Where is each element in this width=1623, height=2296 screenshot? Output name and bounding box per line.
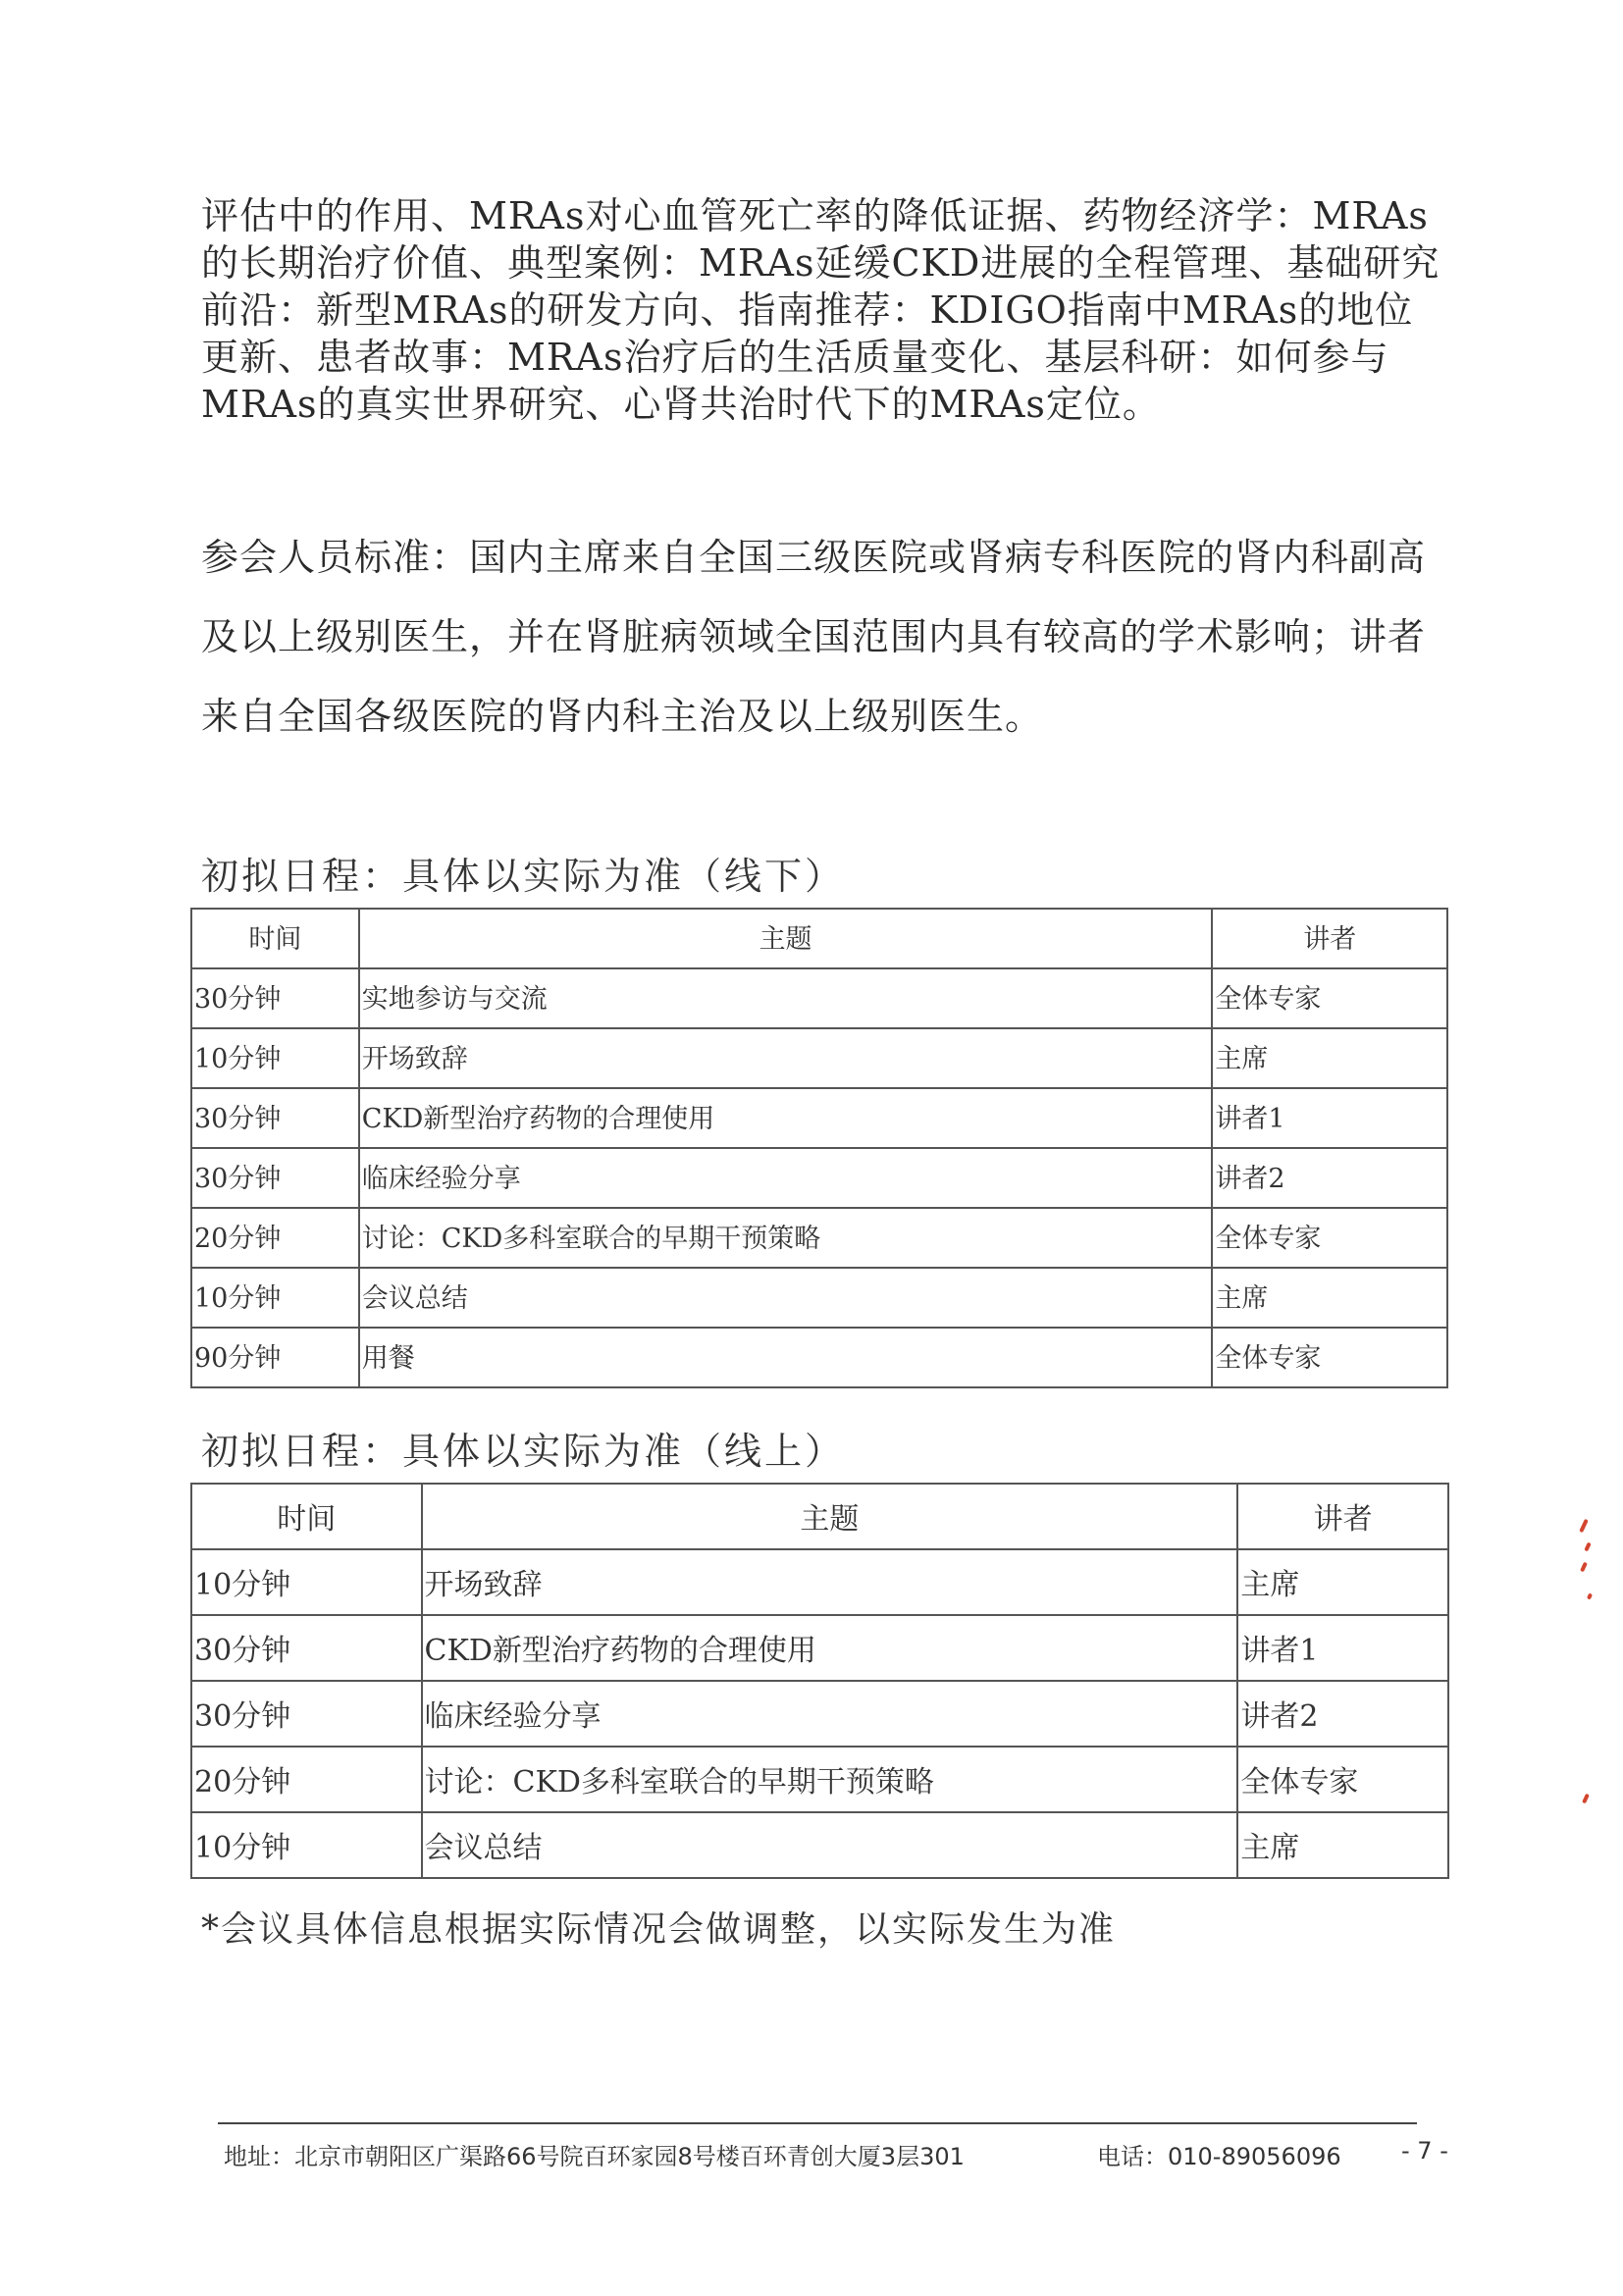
table-header-row [191, 909, 1447, 968]
table-row [191, 1328, 1447, 1387]
speaker-cell: 主席 [1237, 1812, 1448, 1878]
offline-schedule-title: 初拟日程：具体以实际为准（线下） [201, 855, 846, 898]
topic-cell: 临床经验分享 [359, 1148, 1213, 1208]
speaker-cell: 全体专家 [1237, 1747, 1448, 1812]
table-row [191, 1812, 1448, 1878]
table-row [191, 1268, 1447, 1328]
topic-cell: 临床经验分享 [422, 1681, 1238, 1747]
topic-cell: 会议总结 [422, 1812, 1238, 1878]
attendee-criteria-paragraph: 参会人员标准：国内主席来自全国三级医院或肾病专科医院的肾内科副高及以上级别医生，并在肾脏病领域全国范围内具有较高的学术影响；讲者来自全国各级医院的肾内科主治及以上级别医生。 [201, 536, 1427, 738]
speaker-cell: 主席 [1237, 1549, 1448, 1615]
topic-cell: 开场致辞 [422, 1549, 1238, 1615]
header-speaker: 讲者 [1237, 1484, 1448, 1549]
time-cell: 20分钟 [191, 1208, 359, 1268]
table-row [191, 1028, 1447, 1088]
seal-mark [1587, 1592, 1593, 1599]
adjustment-note: *会议具体信息根据实际情况会做调整，以实际发生为准 [201, 1909, 1117, 1950]
time-cell: 10分钟 [191, 1549, 422, 1615]
offline-schedule-table [190, 908, 1448, 1388]
topic-cell: 用餐 [359, 1328, 1213, 1387]
table-row [191, 1747, 1448, 1812]
topics-paragraph: 评估中的作用、MRAs对心血管死亡率的降低证据、药物经济学：MRAs的长期治疗价值、典型案例：MRAs延缓CKD进展的全程管理、基础研究前沿：新型MRAs的研发方向、指南推荐：KDIGO指南中MRAs的地位更新、患者故事：MRAs治疗后的生活质量变化、基层科研：如何参与MRAs的真实世界研究、心肾共治时代下的MRAs定位。 [201, 194, 1440, 426]
header-speaker: 讲者 [1212, 909, 1447, 968]
time-cell: 10分钟 [191, 1268, 359, 1328]
topic-cell: 实地参访与交流 [359, 968, 1213, 1028]
page-number: - 7 - [1401, 2137, 1448, 2165]
speaker-cell: 主席 [1212, 1028, 1447, 1088]
topic-cell: 会议总结 [359, 1268, 1213, 1328]
footer-address: 地址：北京市朝阳区广渠路66号院百环家园8号楼百环青创大厦3层301 [224, 2143, 965, 2170]
speaker-cell: 全体专家 [1212, 968, 1447, 1028]
time-cell: 30分钟 [191, 1615, 422, 1681]
time-cell: 10分钟 [191, 1028, 359, 1088]
speaker-cell: 讲者2 [1237, 1681, 1448, 1747]
footer-phone: 电话：010-89056096 [1097, 2143, 1341, 2170]
table-row [191, 1681, 1448, 1747]
header-topic: 主题 [422, 1484, 1238, 1549]
header-time: 时间 [191, 909, 359, 968]
topic-cell: 讨论：CKD多科室联合的早期干预策略 [422, 1747, 1238, 1812]
speaker-cell: 讲者1 [1237, 1615, 1448, 1681]
speaker-cell: 讲者2 [1212, 1148, 1447, 1208]
table-row [191, 1615, 1448, 1681]
time-cell: 20分钟 [191, 1747, 422, 1812]
table-row [191, 1088, 1447, 1148]
speaker-cell: 主席 [1212, 1268, 1447, 1328]
speaker-cell: 全体专家 [1212, 1328, 1447, 1387]
topic-cell: CKD新型治疗药物的合理使用 [422, 1615, 1238, 1681]
seal-mark [1584, 1542, 1591, 1552]
table-row [191, 1549, 1448, 1615]
time-cell: 30分钟 [191, 1681, 422, 1747]
time-cell: 10分钟 [191, 1812, 422, 1878]
header-time: 时间 [191, 1484, 422, 1549]
seal-mark [1582, 1794, 1590, 1804]
seal-mark [1579, 1519, 1589, 1533]
time-cell: 90分钟 [191, 1328, 359, 1387]
footer-divider [218, 2122, 1417, 2124]
topic-cell: 讨论：CKD多科室联合的早期干预策略 [359, 1208, 1213, 1268]
table-header-row [191, 1484, 1448, 1549]
topic-cell: CKD新型治疗药物的合理使用 [359, 1088, 1213, 1148]
time-cell: 30分钟 [191, 1148, 359, 1208]
table-row [191, 1208, 1447, 1268]
time-cell: 30分钟 [191, 968, 359, 1028]
table-row [191, 1148, 1447, 1208]
topic-cell: 开场致辞 [359, 1028, 1213, 1088]
online-schedule-table [190, 1483, 1449, 1879]
table-row [191, 968, 1447, 1028]
online-schedule-title: 初拟日程：具体以实际为准（线上） [201, 1430, 846, 1473]
speaker-cell: 全体专家 [1212, 1208, 1447, 1268]
seal-mark [1580, 1562, 1588, 1573]
header-topic: 主题 [359, 909, 1213, 968]
speaker-cell: 讲者1 [1212, 1088, 1447, 1148]
time-cell: 30分钟 [191, 1088, 359, 1148]
